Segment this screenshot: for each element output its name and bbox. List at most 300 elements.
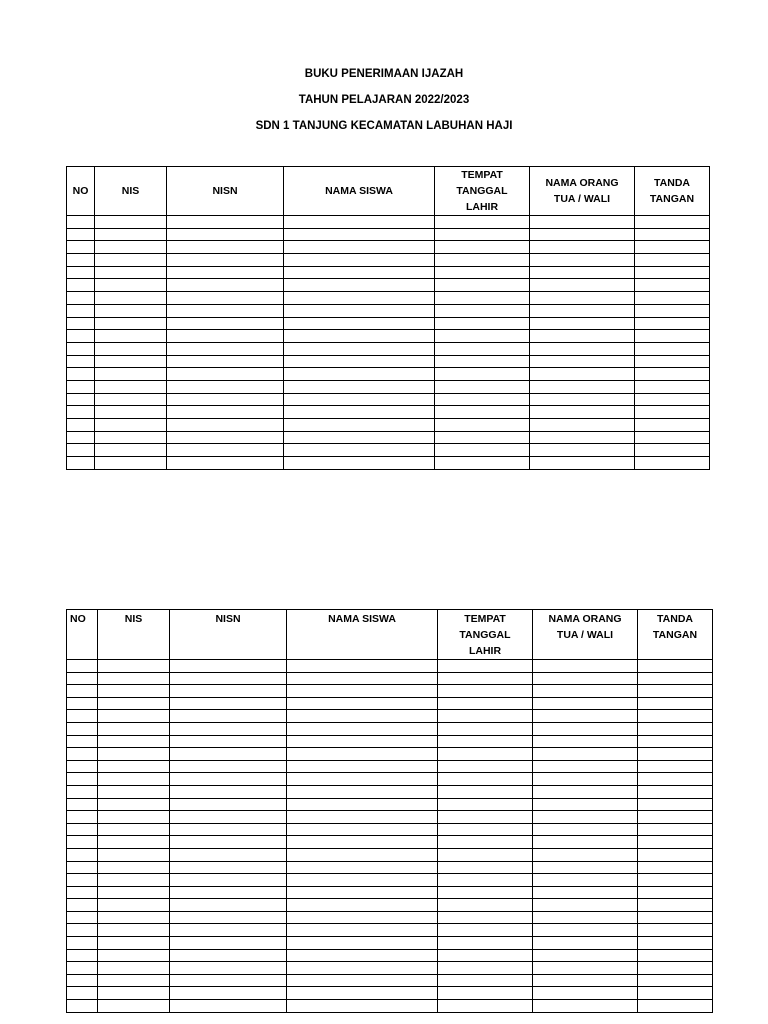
cell-nisn[interactable] (170, 798, 287, 811)
cell-nis[interactable] (98, 924, 170, 937)
cell-no[interactable] (67, 216, 95, 229)
cell-no[interactable] (67, 974, 98, 987)
cell-no[interactable] (67, 685, 98, 698)
cell-tempat-tanggal-lahir[interactable] (438, 861, 533, 874)
cell-nis[interactable] (98, 722, 170, 735)
cell-tempat-tanggal-lahir[interactable] (435, 216, 530, 229)
cell-tempat-tanggal-lahir[interactable] (438, 974, 533, 987)
cell-nisn[interactable] (170, 836, 287, 849)
cell-tanda-tangan[interactable] (638, 773, 713, 786)
cell-tempat-tanggal-lahir[interactable] (438, 949, 533, 962)
cell-nama-orang-tua[interactable] (533, 685, 638, 698)
cell-nama-orang-tua[interactable] (533, 899, 638, 912)
cell-tanda-tangan[interactable] (635, 431, 710, 444)
cell-nis[interactable] (98, 823, 170, 836)
cell-nisn[interactable] (170, 861, 287, 874)
cell-nama-orang-tua[interactable] (530, 380, 635, 393)
cell-nama-siswa[interactable] (284, 317, 435, 330)
cell-tempat-tanggal-lahir[interactable] (435, 444, 530, 457)
cell-tempat-tanggal-lahir[interactable] (438, 848, 533, 861)
cell-nisn[interactable] (170, 911, 287, 924)
cell-no[interactable] (67, 380, 95, 393)
cell-nis[interactable] (98, 949, 170, 962)
cell-nama-orang-tua[interactable] (533, 748, 638, 761)
cell-tempat-tanggal-lahir[interactable] (435, 266, 530, 279)
cell-nis[interactable] (98, 836, 170, 849)
cell-nama-orang-tua[interactable] (530, 444, 635, 457)
cell-nisn[interactable] (170, 773, 287, 786)
cell-nama-siswa[interactable] (284, 431, 435, 444)
cell-no[interactable] (67, 241, 95, 254)
cell-tempat-tanggal-lahir[interactable] (438, 672, 533, 685)
cell-nama-orang-tua[interactable] (533, 848, 638, 861)
cell-nama-siswa[interactable] (287, 735, 438, 748)
cell-no[interactable] (67, 722, 98, 735)
cell-tempat-tanggal-lahir[interactable] (435, 330, 530, 343)
cell-nama-siswa[interactable] (284, 342, 435, 355)
cell-nama-orang-tua[interactable] (533, 962, 638, 975)
cell-tanda-tangan[interactable] (638, 823, 713, 836)
cell-nama-siswa[interactable] (287, 861, 438, 874)
cell-nama-siswa[interactable] (284, 304, 435, 317)
cell-nama-orang-tua[interactable] (533, 798, 638, 811)
cell-nis[interactable] (95, 228, 167, 241)
cell-nama-orang-tua[interactable] (533, 710, 638, 723)
cell-nisn[interactable] (170, 735, 287, 748)
cell-nama-siswa[interactable] (287, 823, 438, 836)
cell-nisn[interactable] (170, 811, 287, 824)
cell-nama-siswa[interactable] (284, 216, 435, 229)
cell-nis[interactable] (98, 987, 170, 1000)
cell-tempat-tanggal-lahir[interactable] (438, 987, 533, 1000)
cell-nama-orang-tua[interactable] (530, 419, 635, 432)
cell-nama-siswa[interactable] (284, 419, 435, 432)
cell-tempat-tanggal-lahir[interactable] (438, 937, 533, 950)
cell-nisn[interactable] (167, 444, 284, 457)
cell-nisn[interactable] (170, 748, 287, 761)
cell-nama-orang-tua[interactable] (533, 937, 638, 950)
cell-nama-siswa[interactable] (284, 406, 435, 419)
cell-nama-orang-tua[interactable] (533, 735, 638, 748)
cell-nama-siswa[interactable] (284, 368, 435, 381)
cell-no[interactable] (67, 457, 95, 470)
cell-tempat-tanggal-lahir[interactable] (438, 911, 533, 924)
cell-tanda-tangan[interactable] (635, 228, 710, 241)
cell-tanda-tangan[interactable] (638, 874, 713, 887)
cell-nama-orang-tua[interactable] (530, 393, 635, 406)
cell-nama-orang-tua[interactable] (530, 330, 635, 343)
cell-nama-orang-tua[interactable] (530, 304, 635, 317)
cell-nama-siswa[interactable] (287, 949, 438, 962)
cell-nis[interactable] (98, 848, 170, 861)
cell-nama-siswa[interactable] (287, 848, 438, 861)
cell-nama-siswa[interactable] (287, 710, 438, 723)
cell-no[interactable] (67, 836, 98, 849)
cell-no[interactable] (67, 279, 95, 292)
cell-nama-siswa[interactable] (287, 874, 438, 887)
cell-nama-siswa[interactable] (287, 697, 438, 710)
cell-tanda-tangan[interactable] (638, 836, 713, 849)
cell-tanda-tangan[interactable] (638, 886, 713, 899)
cell-nama-orang-tua[interactable] (533, 874, 638, 887)
cell-no[interactable] (67, 672, 98, 685)
cell-tanda-tangan[interactable] (635, 279, 710, 292)
cell-nisn[interactable] (170, 848, 287, 861)
cell-nama-orang-tua[interactable] (530, 292, 635, 305)
cell-nis[interactable] (95, 292, 167, 305)
cell-tempat-tanggal-lahir[interactable] (435, 457, 530, 470)
cell-nama-orang-tua[interactable] (533, 987, 638, 1000)
cell-no[interactable] (67, 317, 95, 330)
cell-nisn[interactable] (167, 419, 284, 432)
cell-tanda-tangan[interactable] (635, 368, 710, 381)
cell-nis[interactable] (98, 697, 170, 710)
cell-nis[interactable] (98, 899, 170, 912)
cell-no[interactable] (67, 228, 95, 241)
cell-nis[interactable] (95, 406, 167, 419)
cell-nisn[interactable] (167, 279, 284, 292)
cell-nama-siswa[interactable] (284, 457, 435, 470)
cell-no[interactable] (67, 1000, 98, 1013)
cell-nama-siswa[interactable] (287, 773, 438, 786)
cell-nis[interactable] (95, 431, 167, 444)
cell-tempat-tanggal-lahir[interactable] (438, 874, 533, 887)
cell-nisn[interactable] (170, 660, 287, 673)
cell-tanda-tangan[interactable] (638, 735, 713, 748)
cell-nis[interactable] (95, 266, 167, 279)
cell-nisn[interactable] (170, 937, 287, 950)
cell-tempat-tanggal-lahir[interactable] (435, 317, 530, 330)
cell-nisn[interactable] (170, 672, 287, 685)
cell-nama-siswa[interactable] (284, 241, 435, 254)
cell-tanda-tangan[interactable] (635, 419, 710, 432)
cell-tanda-tangan[interactable] (638, 798, 713, 811)
cell-tempat-tanggal-lahir[interactable] (438, 811, 533, 824)
cell-nisn[interactable] (170, 949, 287, 962)
cell-tanda-tangan[interactable] (635, 304, 710, 317)
cell-tanda-tangan[interactable] (638, 811, 713, 824)
cell-no[interactable] (67, 823, 98, 836)
cell-nis[interactable] (95, 241, 167, 254)
cell-nama-siswa[interactable] (287, 962, 438, 975)
cell-nama-siswa[interactable] (287, 924, 438, 937)
cell-nama-orang-tua[interactable] (530, 241, 635, 254)
cell-nama-siswa[interactable] (287, 748, 438, 761)
cell-nama-siswa[interactable] (287, 660, 438, 673)
cell-tanda-tangan[interactable] (638, 924, 713, 937)
cell-nis[interactable] (98, 962, 170, 975)
cell-nama-orang-tua[interactable] (530, 254, 635, 267)
cell-nama-siswa[interactable] (284, 380, 435, 393)
cell-nisn[interactable] (167, 241, 284, 254)
cell-nisn[interactable] (170, 924, 287, 937)
cell-no[interactable] (67, 710, 98, 723)
cell-tempat-tanggal-lahir[interactable] (435, 419, 530, 432)
cell-no[interactable] (67, 937, 98, 950)
cell-tempat-tanggal-lahir[interactable] (435, 304, 530, 317)
cell-nisn[interactable] (167, 457, 284, 470)
cell-no[interactable] (67, 861, 98, 874)
cell-nama-orang-tua[interactable] (533, 672, 638, 685)
cell-no[interactable] (67, 987, 98, 1000)
cell-tanda-tangan[interactable] (635, 393, 710, 406)
cell-nama-orang-tua[interactable] (533, 660, 638, 673)
cell-tempat-tanggal-lahir[interactable] (435, 431, 530, 444)
cell-nama-orang-tua[interactable] (530, 279, 635, 292)
cell-nisn[interactable] (170, 722, 287, 735)
cell-no[interactable] (67, 748, 98, 761)
cell-tanda-tangan[interactable] (635, 292, 710, 305)
cell-tempat-tanggal-lahir[interactable] (435, 292, 530, 305)
cell-nama-orang-tua[interactable] (530, 228, 635, 241)
cell-nama-orang-tua[interactable] (533, 861, 638, 874)
cell-nama-orang-tua[interactable] (533, 836, 638, 849)
cell-no[interactable] (67, 254, 95, 267)
cell-nama-orang-tua[interactable] (533, 924, 638, 937)
cell-tanda-tangan[interactable] (638, 685, 713, 698)
cell-nama-siswa[interactable] (284, 228, 435, 241)
cell-tanda-tangan[interactable] (638, 760, 713, 773)
cell-no[interactable] (67, 886, 98, 899)
cell-nisn[interactable] (170, 987, 287, 1000)
cell-tempat-tanggal-lahir[interactable] (435, 406, 530, 419)
cell-nisn[interactable] (170, 899, 287, 912)
cell-tanda-tangan[interactable] (638, 660, 713, 673)
cell-nisn[interactable] (167, 228, 284, 241)
cell-nis[interactable] (95, 393, 167, 406)
cell-tanda-tangan[interactable] (635, 241, 710, 254)
cell-nama-siswa[interactable] (284, 279, 435, 292)
cell-tempat-tanggal-lahir[interactable] (435, 279, 530, 292)
cell-nama-orang-tua[interactable] (533, 811, 638, 824)
cell-nisn[interactable] (170, 823, 287, 836)
cell-tempat-tanggal-lahir[interactable] (435, 254, 530, 267)
cell-no[interactable] (67, 811, 98, 824)
cell-nama-siswa[interactable] (287, 672, 438, 685)
cell-nama-orang-tua[interactable] (533, 697, 638, 710)
cell-no[interactable] (67, 393, 95, 406)
cell-tanda-tangan[interactable] (638, 785, 713, 798)
cell-nis[interactable] (95, 317, 167, 330)
cell-nisn[interactable] (167, 216, 284, 229)
cell-tanda-tangan[interactable] (635, 444, 710, 457)
cell-nama-siswa[interactable] (287, 722, 438, 735)
cell-nama-siswa[interactable] (287, 886, 438, 899)
cell-tempat-tanggal-lahir[interactable] (438, 785, 533, 798)
cell-tanda-tangan[interactable] (638, 672, 713, 685)
cell-nis[interactable] (98, 861, 170, 874)
cell-nama-orang-tua[interactable] (533, 823, 638, 836)
cell-nisn[interactable] (170, 874, 287, 887)
cell-no[interactable] (67, 342, 95, 355)
cell-nisn[interactable] (167, 292, 284, 305)
cell-no[interactable] (67, 848, 98, 861)
cell-tanda-tangan[interactable] (638, 962, 713, 975)
cell-no[interactable] (67, 924, 98, 937)
cell-tanda-tangan[interactable] (635, 330, 710, 343)
cell-nama-orang-tua[interactable] (533, 760, 638, 773)
cell-tempat-tanggal-lahir[interactable] (438, 773, 533, 786)
cell-nisn[interactable] (167, 254, 284, 267)
cell-no[interactable] (67, 330, 95, 343)
cell-nisn[interactable] (167, 317, 284, 330)
cell-nama-orang-tua[interactable] (530, 406, 635, 419)
cell-nama-orang-tua[interactable] (533, 949, 638, 962)
cell-no[interactable] (67, 292, 95, 305)
cell-no[interactable] (67, 798, 98, 811)
cell-no[interactable] (67, 911, 98, 924)
cell-tanda-tangan[interactable] (638, 861, 713, 874)
cell-nis[interactable] (98, 672, 170, 685)
cell-nama-orang-tua[interactable] (533, 722, 638, 735)
cell-nis[interactable] (98, 874, 170, 887)
cell-nama-orang-tua[interactable] (533, 911, 638, 924)
cell-nis[interactable] (98, 886, 170, 899)
cell-tempat-tanggal-lahir[interactable] (435, 380, 530, 393)
cell-tanda-tangan[interactable] (638, 1000, 713, 1013)
cell-nama-orang-tua[interactable] (530, 355, 635, 368)
cell-nisn[interactable] (167, 342, 284, 355)
cell-tempat-tanggal-lahir[interactable] (438, 798, 533, 811)
cell-tanda-tangan[interactable] (638, 848, 713, 861)
cell-no[interactable] (67, 406, 95, 419)
cell-tempat-tanggal-lahir[interactable] (438, 748, 533, 761)
cell-nama-orang-tua[interactable] (530, 266, 635, 279)
cell-nama-siswa[interactable] (284, 444, 435, 457)
cell-nisn[interactable] (170, 710, 287, 723)
cell-tanda-tangan[interactable] (635, 216, 710, 229)
cell-nama-siswa[interactable] (287, 937, 438, 950)
cell-nis[interactable] (98, 710, 170, 723)
cell-nisn[interactable] (167, 380, 284, 393)
cell-nisn[interactable] (170, 760, 287, 773)
cell-nis[interactable] (95, 279, 167, 292)
cell-no[interactable] (67, 304, 95, 317)
cell-no[interactable] (67, 874, 98, 887)
cell-no[interactable] (67, 355, 95, 368)
cell-tanda-tangan[interactable] (638, 710, 713, 723)
cell-tempat-tanggal-lahir[interactable] (435, 241, 530, 254)
cell-no[interactable] (67, 962, 98, 975)
cell-no[interactable] (67, 773, 98, 786)
cell-tanda-tangan[interactable] (638, 697, 713, 710)
cell-nama-orang-tua[interactable] (533, 785, 638, 798)
cell-nis[interactable] (95, 444, 167, 457)
cell-nis[interactable] (95, 355, 167, 368)
cell-tanda-tangan[interactable] (635, 355, 710, 368)
cell-nis[interactable] (98, 660, 170, 673)
cell-nama-orang-tua[interactable] (533, 1000, 638, 1013)
cell-nis[interactable] (98, 811, 170, 824)
cell-nama-siswa[interactable] (287, 798, 438, 811)
cell-no[interactable] (67, 760, 98, 773)
cell-nama-siswa[interactable] (287, 987, 438, 1000)
cell-tanda-tangan[interactable] (638, 722, 713, 735)
cell-tempat-tanggal-lahir[interactable] (435, 393, 530, 406)
cell-nisn[interactable] (167, 368, 284, 381)
cell-nama-orang-tua[interactable] (530, 368, 635, 381)
cell-nama-siswa[interactable] (287, 836, 438, 849)
cell-tempat-tanggal-lahir[interactable] (438, 722, 533, 735)
cell-tanda-tangan[interactable] (635, 254, 710, 267)
cell-tanda-tangan[interactable] (638, 974, 713, 987)
cell-nama-siswa[interactable] (287, 911, 438, 924)
cell-nis[interactable] (95, 304, 167, 317)
cell-tempat-tanggal-lahir[interactable] (438, 760, 533, 773)
cell-nis[interactable] (95, 330, 167, 343)
cell-nis[interactable] (98, 1000, 170, 1013)
cell-tempat-tanggal-lahir[interactable] (435, 228, 530, 241)
cell-nis[interactable] (95, 368, 167, 381)
cell-nis[interactable] (95, 342, 167, 355)
cell-tanda-tangan[interactable] (635, 317, 710, 330)
cell-nama-orang-tua[interactable] (530, 216, 635, 229)
cell-no[interactable] (67, 419, 95, 432)
cell-nis[interactable] (95, 380, 167, 393)
cell-nama-siswa[interactable] (287, 811, 438, 824)
cell-tanda-tangan[interactable] (635, 457, 710, 470)
cell-nisn[interactable] (170, 685, 287, 698)
cell-nama-orang-tua[interactable] (533, 773, 638, 786)
cell-nisn[interactable] (170, 962, 287, 975)
cell-nama-siswa[interactable] (287, 685, 438, 698)
cell-tanda-tangan[interactable] (638, 937, 713, 950)
cell-nama-orang-tua[interactable] (530, 317, 635, 330)
cell-tanda-tangan[interactable] (638, 949, 713, 962)
cell-nisn[interactable] (167, 406, 284, 419)
cell-tempat-tanggal-lahir[interactable] (435, 368, 530, 381)
cell-tempat-tanggal-lahir[interactable] (438, 836, 533, 849)
cell-tempat-tanggal-lahir[interactable] (438, 685, 533, 698)
cell-nama-orang-tua[interactable] (533, 974, 638, 987)
cell-nama-siswa[interactable] (287, 760, 438, 773)
cell-nisn[interactable] (167, 355, 284, 368)
cell-tempat-tanggal-lahir[interactable] (438, 660, 533, 673)
cell-nis[interactable] (95, 457, 167, 470)
cell-tempat-tanggal-lahir[interactable] (438, 1000, 533, 1013)
cell-nama-siswa[interactable] (287, 974, 438, 987)
cell-nis[interactable] (95, 419, 167, 432)
cell-nis[interactable] (98, 685, 170, 698)
cell-tempat-tanggal-lahir[interactable] (438, 697, 533, 710)
cell-tanda-tangan[interactable] (638, 748, 713, 761)
cell-tanda-tangan[interactable] (638, 911, 713, 924)
cell-tanda-tangan[interactable] (635, 342, 710, 355)
cell-nisn[interactable] (170, 886, 287, 899)
cell-nis[interactable] (98, 911, 170, 924)
cell-nisn[interactable] (167, 431, 284, 444)
cell-nama-orang-tua[interactable] (530, 431, 635, 444)
cell-no[interactable] (67, 444, 95, 457)
cell-tempat-tanggal-lahir[interactable] (435, 342, 530, 355)
cell-nisn[interactable] (167, 330, 284, 343)
cell-nama-siswa[interactable] (287, 785, 438, 798)
cell-tanda-tangan[interactable] (635, 380, 710, 393)
cell-nis[interactable] (98, 798, 170, 811)
cell-tempat-tanggal-lahir[interactable] (438, 962, 533, 975)
cell-nama-orang-tua[interactable] (530, 457, 635, 470)
cell-no[interactable] (67, 266, 95, 279)
cell-nama-siswa[interactable] (284, 330, 435, 343)
cell-no[interactable] (67, 431, 95, 444)
cell-tanda-tangan[interactable] (635, 406, 710, 419)
cell-no[interactable] (67, 785, 98, 798)
cell-no[interactable] (67, 660, 98, 673)
cell-nis[interactable] (95, 216, 167, 229)
cell-nisn[interactable] (170, 785, 287, 798)
cell-nisn[interactable] (170, 697, 287, 710)
cell-nama-siswa[interactable] (284, 292, 435, 305)
